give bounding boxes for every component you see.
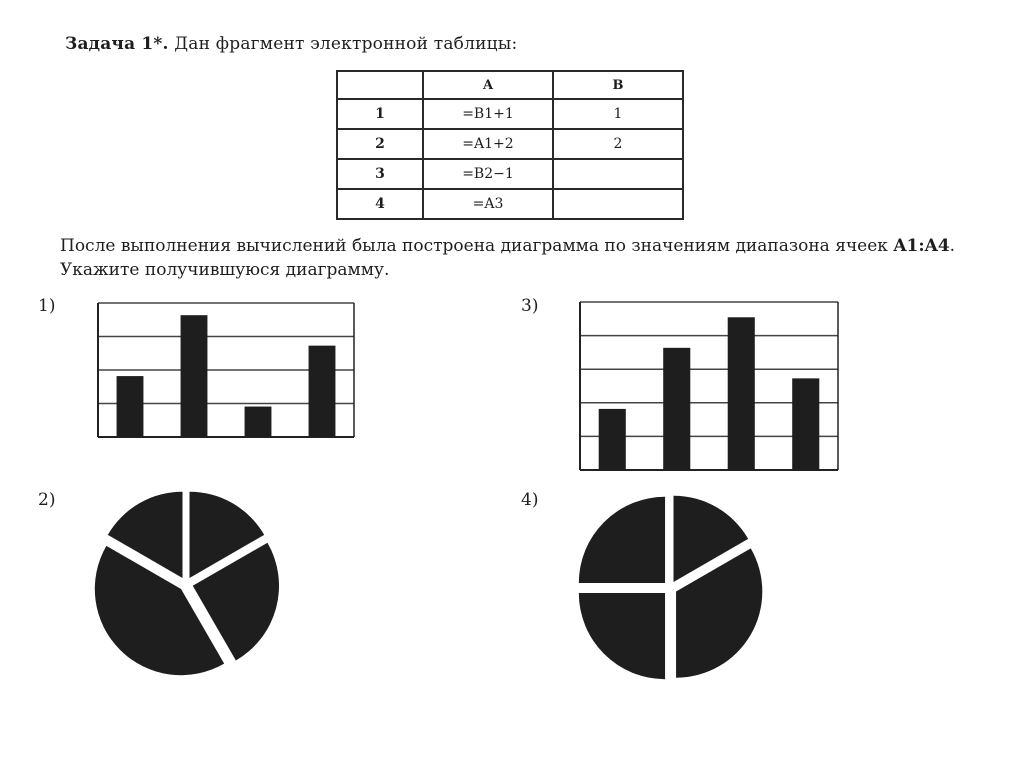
task-title xyxy=(65,34,517,54)
option-2-label[interactable]: 2) xyxy=(38,490,56,510)
option-1-label[interactable]: 1) xyxy=(38,296,56,316)
task-text: Дан фрагмент электронной таблицы: xyxy=(168,34,518,54)
bar-2 xyxy=(663,348,690,470)
bar-1 xyxy=(117,376,144,437)
cell-b3 xyxy=(553,159,683,189)
row-number: 4 xyxy=(337,189,423,219)
option-2-pie-chart[interactable] xyxy=(88,486,284,682)
cell-a1: =B1+1 xyxy=(423,99,553,129)
column-header-b: B xyxy=(553,71,683,99)
cell-b1: 1 xyxy=(553,99,683,129)
task-number: Задача 1*. xyxy=(65,34,169,54)
bar-3 xyxy=(728,317,755,470)
table-row xyxy=(337,99,683,129)
cell-b2: 2 xyxy=(553,129,683,159)
option-3-bar-chart[interactable] xyxy=(580,302,838,470)
column-header-a: A xyxy=(423,71,553,99)
option-4-label[interactable]: 4) xyxy=(521,490,539,510)
option-4-pie-chart[interactable] xyxy=(572,490,768,686)
option-3-label[interactable]: 3) xyxy=(521,296,539,316)
pie-slice-3 xyxy=(579,593,665,679)
option-1-bar-chart[interactable] xyxy=(98,303,354,437)
question-part-1: После выполнения вычислений была построена диаграмма по значениям диапазона ячеек xyxy=(60,236,894,256)
table-row xyxy=(337,189,683,219)
question-text xyxy=(60,234,1000,282)
cell-b4 xyxy=(553,189,683,219)
row-number: 1 xyxy=(337,99,423,129)
spreadsheet-fragment xyxy=(336,70,684,220)
pie-slice-4 xyxy=(579,497,665,583)
cell-a3: =B2−1 xyxy=(423,159,553,189)
cell-range: A1:A4 xyxy=(893,236,950,256)
bar-4 xyxy=(309,346,336,437)
bar-4 xyxy=(792,378,819,470)
question-part-2: . Укажите получившуюся диаграмму. xyxy=(60,236,956,280)
cell-a2: =A1+2 xyxy=(423,129,553,159)
row-number: 2 xyxy=(337,129,423,159)
bar-3 xyxy=(245,407,272,437)
table-row xyxy=(337,159,683,189)
corner-cell xyxy=(337,71,423,99)
cell-a4: =A3 xyxy=(423,189,553,219)
table-row xyxy=(337,129,683,159)
bar-2 xyxy=(181,315,208,437)
header-row xyxy=(337,71,683,99)
bar-1 xyxy=(599,409,626,470)
row-number: 3 xyxy=(337,159,423,189)
